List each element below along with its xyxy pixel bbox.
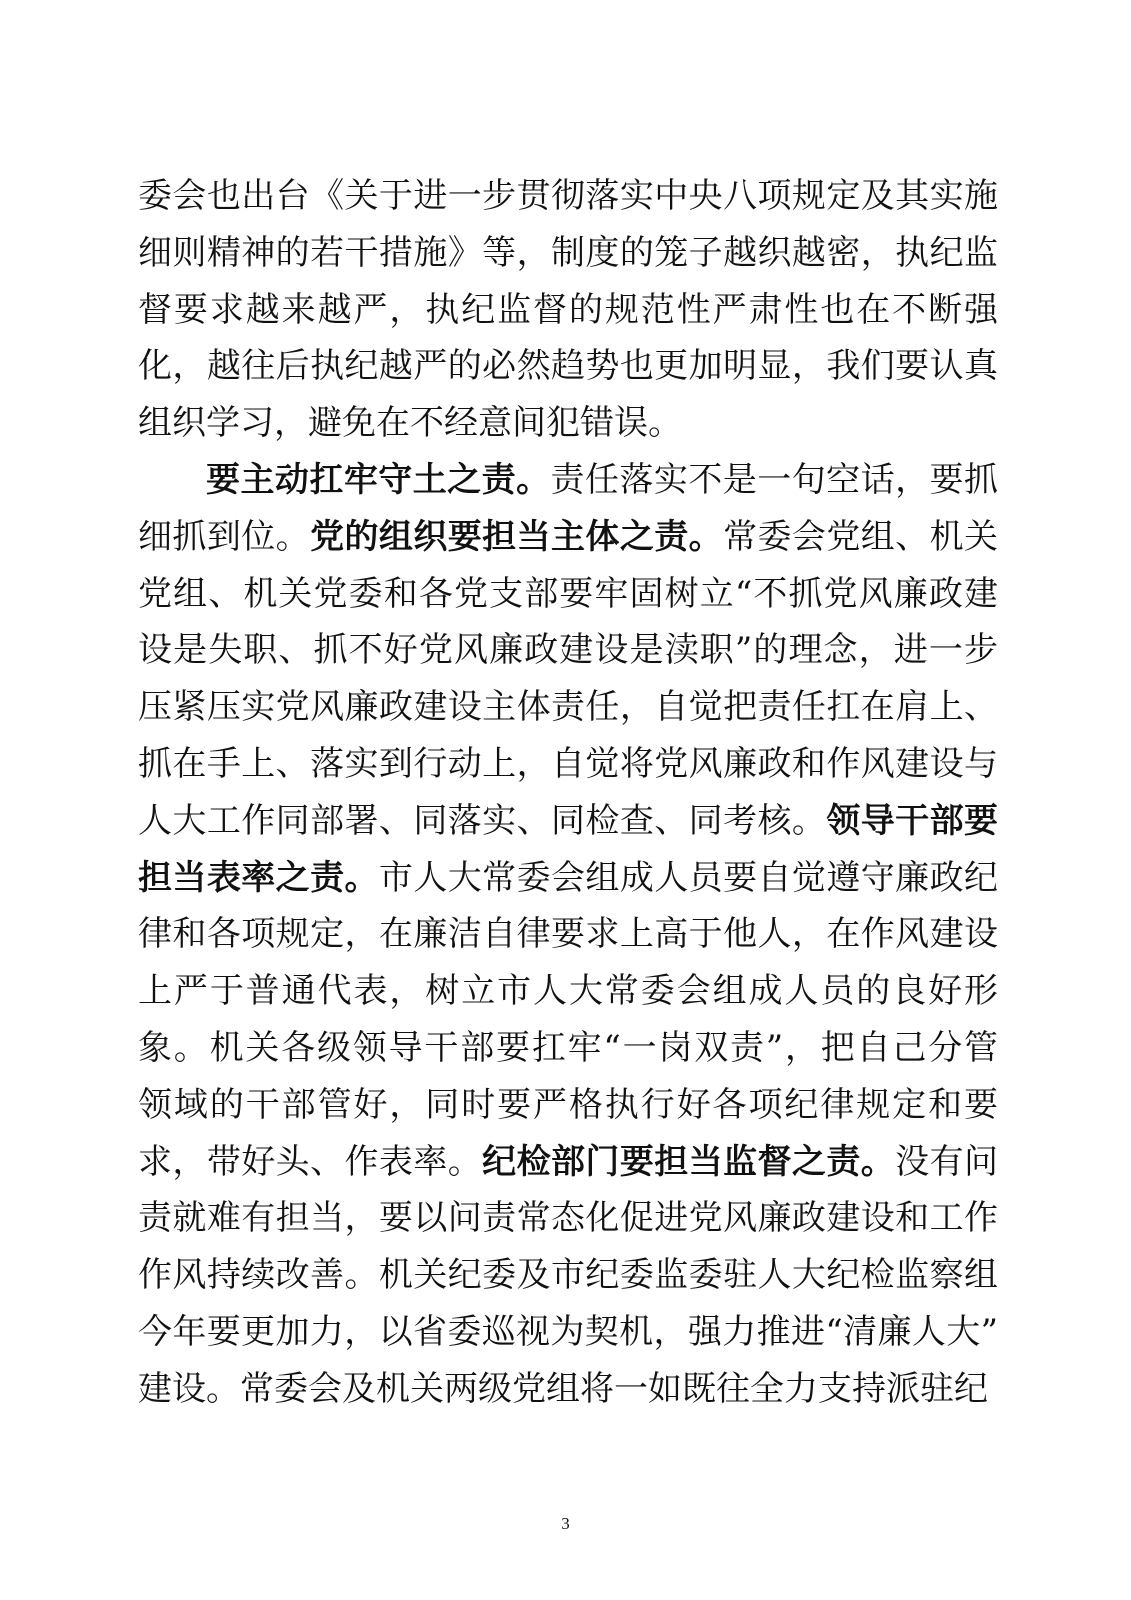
bold-heading-text: 党的组织要担当主体之责。	[310, 516, 724, 557]
text-segment: 督要求越来越严，执纪监督的规范性严肃性也在不断强	[138, 289, 998, 330]
text-segment: 常委会党组、机关	[723, 516, 999, 557]
text-segment: 设是失职、抓不好党风廉政建设是渎职”的理念，进一步	[138, 630, 998, 671]
text-segment: 作风持续改善。机关纪委及市纪委监委驻人大纪检监察组	[138, 1255, 998, 1296]
text-line	[138, 509, 998, 566]
text-segment: 求，带好头、作表率。	[138, 1141, 483, 1182]
text-line	[138, 1247, 998, 1304]
text-line	[138, 1020, 998, 1077]
text-line	[138, 1077, 998, 1134]
text-segment: 组织学习，避免在不经意间犯错误。	[138, 403, 682, 444]
text-line	[138, 566, 998, 623]
text-line	[138, 850, 998, 907]
page-number: 3	[561, 1514, 570, 1533]
text-line	[138, 793, 998, 850]
text-segment: 上严于普通代表，树立市人大常委会组成人员的良好形	[138, 971, 998, 1012]
text-segment: 律和各项规定，在廉洁自律要求上高于他人，在作风建设	[138, 914, 998, 955]
text-line	[138, 1134, 998, 1191]
text-line	[138, 622, 998, 679]
text-segment: 责任落实不是一句空话，要抓	[550, 459, 999, 500]
bold-heading-text: 担当表率之责。	[138, 857, 379, 898]
text-line	[138, 906, 998, 963]
text-line	[138, 1361, 998, 1418]
bold-heading-text: 要主动扛牢守土之责。	[206, 459, 551, 500]
text-segment: 细则精神的若干措施》等，制度的笼子越织越密，执纪监	[138, 232, 998, 273]
text-line	[138, 225, 998, 282]
text-line	[138, 168, 998, 225]
text-segment: 市人大常委会组成人员要自觉遵守廉政纪	[378, 857, 999, 898]
bold-heading-text: 领导干部要	[826, 800, 999, 841]
text-segment: 象。机关各级领导干部要扛牢“一岗双责”，把自己分管	[138, 1027, 998, 1068]
text-segment: 化，越往后执纪越严的必然趋势也更加明显，我们要认真	[138, 346, 998, 387]
body-text	[138, 168, 998, 1418]
text-segment: 今年要更加力，以省委巡视为契机，强力推进“清廉人大”	[138, 1311, 998, 1352]
text-segment: 领域的干部管好，同时要严格执行好各项纪律规定和要	[138, 1084, 998, 1125]
text-line	[138, 452, 998, 509]
bold-heading-text: 纪检部门要担当监督之责。	[482, 1141, 896, 1182]
text-line	[138, 338, 998, 395]
text-line	[138, 1304, 998, 1361]
text-segment: 建设。常委会及机关两级党组将一如既往全力支持派驻纪	[138, 1368, 988, 1409]
text-segment: 委会也出台《关于进一步贯彻落实中央八项规定及其实施	[138, 176, 998, 216]
text-segment: 细抓到位。	[138, 516, 311, 557]
text-line	[138, 1190, 998, 1247]
text-segment: 抓在手上、落实到行动上，自觉将党风廉政和作风建设与	[138, 743, 998, 784]
text-line	[138, 963, 998, 1020]
text-segment: 压紧压实党风廉政建设主体责任，自觉把责任扛在肩上、	[138, 687, 998, 728]
text-line	[138, 282, 998, 339]
text-segment: 责就难有担当，要以问责常态化促进党风廉政建设和工作	[138, 1198, 998, 1239]
text-segment: 没有问	[895, 1141, 999, 1182]
text-line	[138, 679, 998, 736]
text-segment: 人大工作同部署、同落实、同检查、同考核。	[138, 800, 827, 841]
text-segment: 党组、机关党委和各党支部要牢固树立“不抓党风廉政建	[138, 573, 998, 614]
text-line	[138, 736, 998, 793]
text-line	[138, 395, 998, 452]
